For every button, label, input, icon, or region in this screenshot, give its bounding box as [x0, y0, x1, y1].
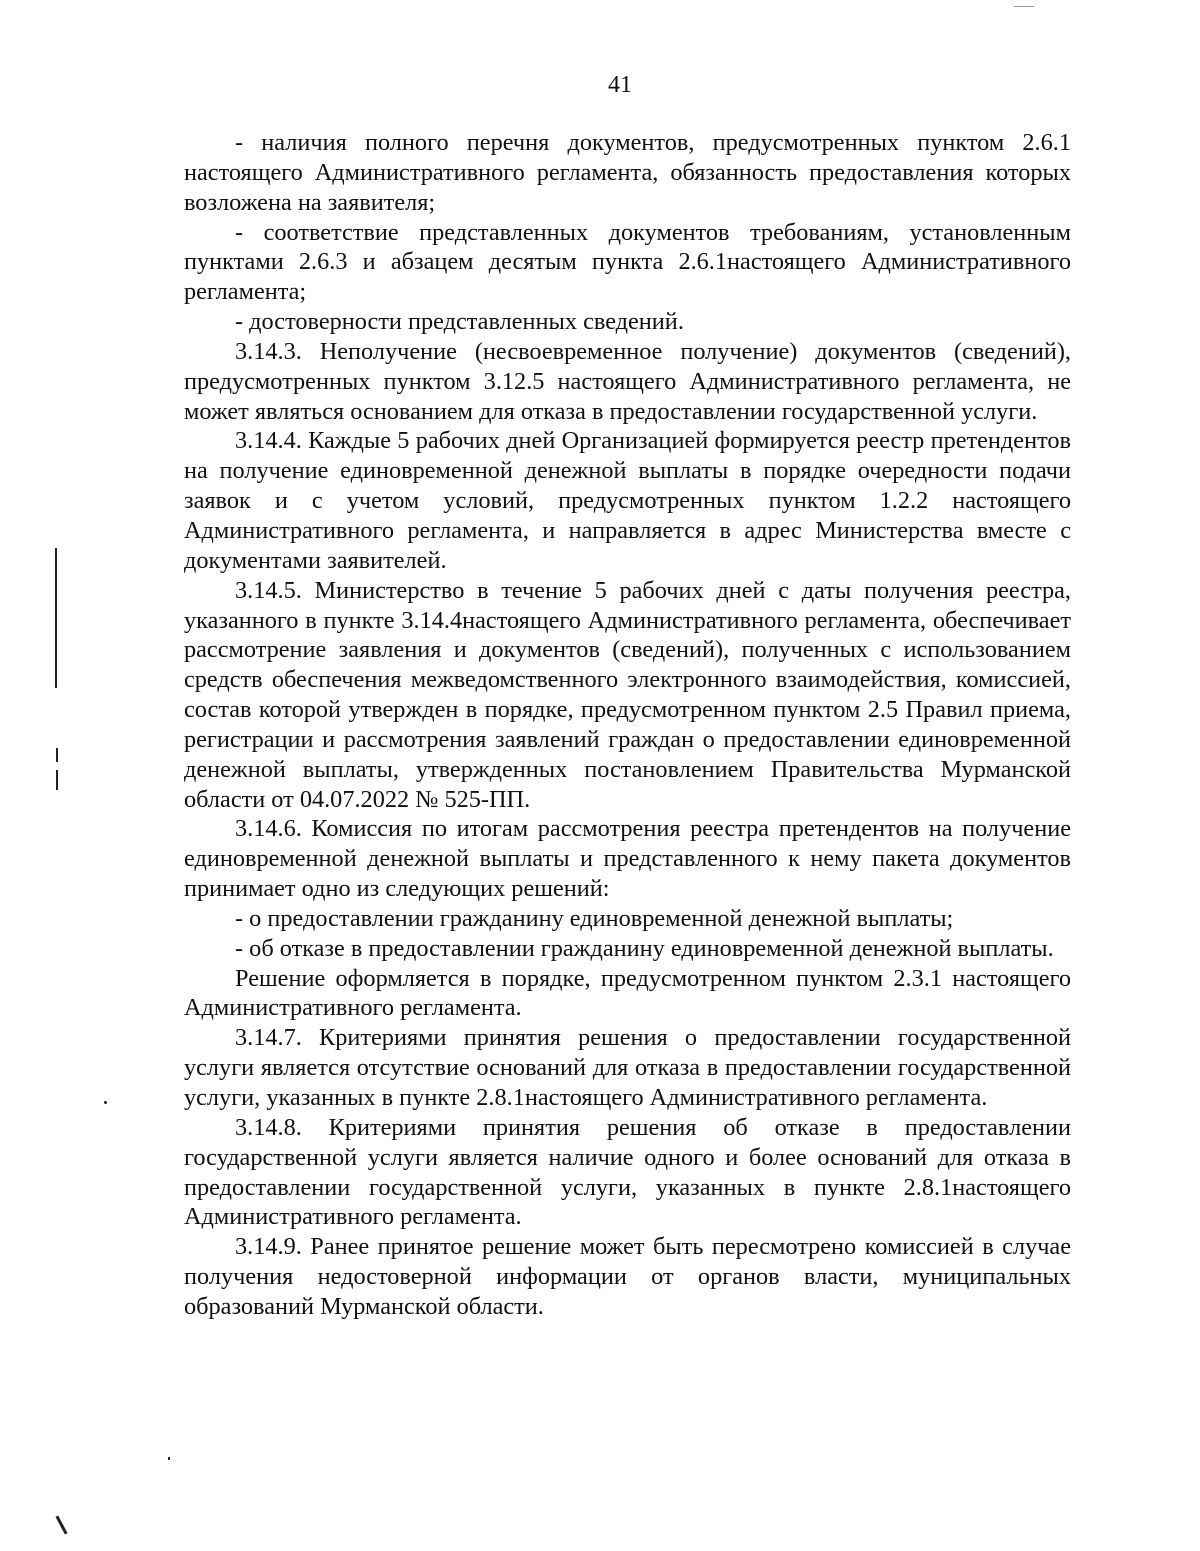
paragraph-3-14-6: 3.14.6. Комиссия по итогам рассмотрения реестра претендентов на получение единовременной денежной выплаты и представленного к нему пакета документов принимает одно из следующих решений:	[184, 815, 1071, 903]
scan-margin-dash	[56, 770, 58, 790]
paragraph-list-item-documents: - наличия полного перечня документов, предусмотренных пунктом 2.6.1 настоящего Административного регламента, обязанность предоставления которых возложена на заявителя;	[184, 129, 1071, 216]
paragraph-list-item-requirements: - соответствие представленных документов требованиям, установленным пунктами 2.6.3 и абзацем десятым пункта 2.6.1настоящего Административного регламента;	[184, 218, 1071, 306]
scan-speck	[168, 1457, 170, 1460]
paragraph-3-14-4: 3.14.4. Каждые 5 рабочих дней Организацией формируется реестр претендентов на получение единовременной денежной выплаты в порядке очередности подачи заявок и с учетом условий, предусмотренных пунктом 1.2.2 настоящего Административного регламента, и направляется в адрес Министерства вместе с документами заявителей.	[184, 427, 1071, 574]
paragraph-3-14-9: 3.14.9. Ранее принятое решение может быть пересмотрено комиссией в случае получения недостоверной информации от органов власти, муниципальных образований Мурманской области.	[184, 1233, 1071, 1320]
paragraph-decision-grant: - о предоставлении гражданину единовременной денежной выплаты;	[235, 904, 954, 932]
paragraph-3-14-3: 3.14.3. Неполучение (несвоевременное получение) документов (сведений), предусмотренных пунктом 3.12.5 настоящего Административного регламента, не может являться основанием для отказа в предоставлении государственной услуги.	[184, 337, 1071, 425]
scan-margin-line	[55, 548, 57, 688]
paragraph-3-14-5: 3.14.5. Министерство в течение 5 рабочих дней с даты получения реестра, указанного в пункте 3.14.4настоящего Административного регламента, обеспечивает рассмотрение заявления и документов (сведений), полученных с использованием средств обеспечения межведомственного электронного взаимодействия, комиссией, состав которой утвержден в порядке, предусмотренном пунктом 2.5 Правил приема, регистрации и рассмотрения заявлений граждан о предоставлении единовременной денежной выплаты, утвержденных постановлением Правительства Мурманской области от 04.07.2022 № 525-ПП.	[184, 576, 1071, 813]
scan-top-mark	[1014, 6, 1034, 7]
paragraph-3-14-8: 3.14.8. Критериями принятия решения об отказе в предоставлении государственной услуги является наличие одного и более оснований для отказа в предоставлении государственной услуги, указанных в пункте 2.8.1настоящего Административного регламента.	[184, 1113, 1071, 1231]
scan-speck	[104, 1101, 107, 1104]
paragraph-3-14-7: 3.14.7. Критериями принятия решения о предоставлении государственной услуги является отсутствие оснований для отказа в предоставлении государственной услуги, указанных в пункте 2.8.1настоящего Административного регламента.	[184, 1024, 1071, 1111]
paragraph-decision-refuse: - об отказе в предоставлении гражданину единовременной денежной выплаты.	[235, 934, 1054, 962]
paragraph-list-item-reliability: - достоверности представленных сведений.	[235, 308, 684, 336]
paragraph-decision-formalized: Решение оформляется в порядке, предусмотренном пунктом 2.3.1 настоящего Административного регламента.	[184, 964, 1071, 1022]
document-body	[184, 128, 1071, 1322]
scan-corner-mark	[55, 1515, 67, 1534]
scan-margin-dash	[56, 748, 58, 762]
page-number: 41	[608, 72, 632, 98]
